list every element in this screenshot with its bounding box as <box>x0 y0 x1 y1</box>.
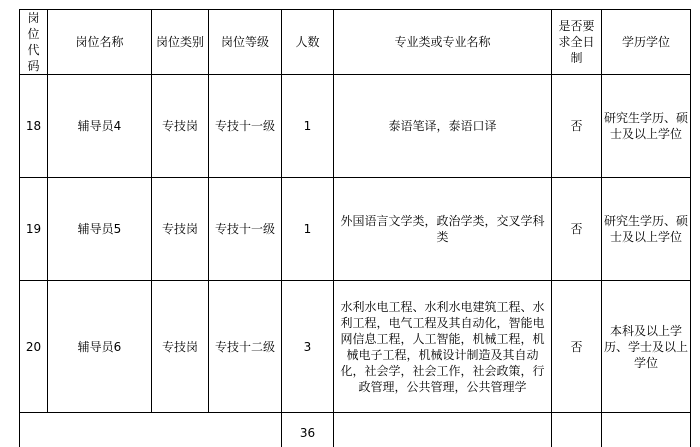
cell-count: 1 <box>282 75 334 178</box>
cell-degree: 研究生学历、硕士及以上学位 <box>602 75 691 178</box>
cell-name: 辅导员4 <box>48 75 152 178</box>
header-degree: 学历学位 <box>602 10 691 75</box>
total-empty-major <box>334 413 552 447</box>
header-name: 岗位名称 <box>48 10 152 75</box>
header-code: 岗位代码 <box>20 10 48 75</box>
cell-type: 专技岗 <box>152 178 209 281</box>
cell-type: 专技岗 <box>152 281 209 413</box>
cell-major: 泰语笔译，泰语口译 <box>334 75 552 178</box>
cell-code: 19 <box>20 178 48 281</box>
job-positions-table <box>19 9 691 447</box>
header-major: 专业类或专业名称 <box>334 10 552 75</box>
cell-name: 辅导员6 <box>48 281 152 413</box>
cell-fulltime: 否 <box>552 281 602 413</box>
cell-degree: 本科及以上学历、学士及以上学位 <box>602 281 691 413</box>
table-row <box>20 281 691 413</box>
header-type: 岗位类别 <box>152 10 209 75</box>
cell-code: 20 <box>20 281 48 413</box>
cell-level: 专技十一级 <box>209 75 282 178</box>
header-row <box>20 10 691 75</box>
total-empty-degree <box>602 413 691 447</box>
header-level: 岗位等级 <box>209 10 282 75</box>
total-row <box>20 413 691 447</box>
total-count: 36 <box>282 413 334 447</box>
cell-fulltime: 否 <box>552 178 602 281</box>
cell-level: 专技十二级 <box>209 281 282 413</box>
header-fulltime: 是否要求全日制 <box>552 10 602 75</box>
total-empty-fulltime <box>552 413 602 447</box>
cell-type: 专技岗 <box>152 75 209 178</box>
cell-fulltime: 否 <box>552 75 602 178</box>
table-row <box>20 75 691 178</box>
total-label-cell <box>20 413 282 447</box>
header-count: 人数 <box>282 10 334 75</box>
cell-level: 专技十一级 <box>209 178 282 281</box>
cell-major: 水利水电工程、水利水电建筑工程、水利工程，电气工程及其自动化，智能电网信息工程，人工智能，机械工程，机械电子工程，机械设计制造及其自动化，社会学，社会工作，社会政策，行政管理，公共管理，公共管理学 <box>334 281 552 413</box>
cell-code: 18 <box>20 75 48 178</box>
cell-count: 1 <box>282 178 334 281</box>
cell-degree: 研究生学历、硕士及以上学位 <box>602 178 691 281</box>
cell-count: 3 <box>282 281 334 413</box>
cell-major: 外国语言文学类，政治学类，交叉学科类 <box>334 178 552 281</box>
cell-name: 辅导员5 <box>48 178 152 281</box>
table-row <box>20 178 691 281</box>
